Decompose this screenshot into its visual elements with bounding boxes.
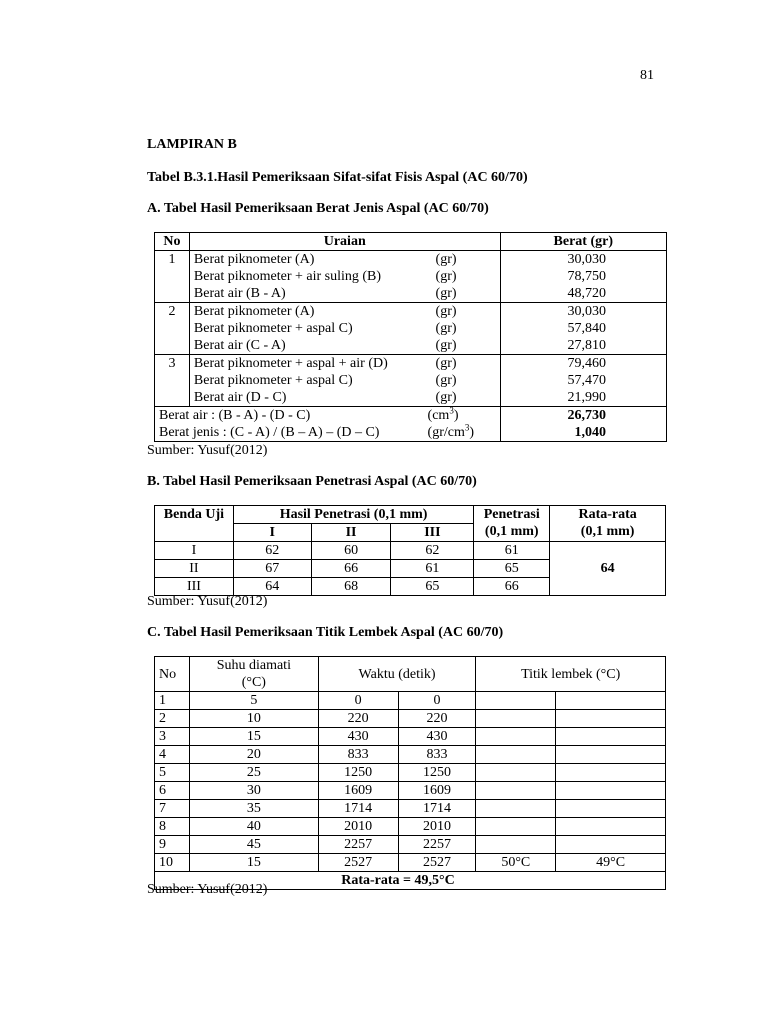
value-text: 57,840: [567, 321, 606, 336]
penetration-i-cell: 64: [233, 578, 311, 596]
table-row: [155, 836, 666, 854]
time-1-cell: 430: [318, 728, 398, 746]
softening-2-cell: [556, 800, 666, 818]
value-text: 78,750: [567, 269, 606, 284]
table-row: [155, 303, 667, 355]
description-text: Berat air (B - A): [193, 286, 286, 301]
time-2-cell: 1714: [398, 800, 476, 818]
summary-unit-close: ): [469, 425, 475, 440]
group-number: 2: [155, 303, 190, 355]
group-description: [189, 303, 500, 355]
header-rata-unit: (0,1 mm): [580, 524, 635, 539]
softening-1-cell: [476, 782, 556, 800]
time-1-cell: 1714: [318, 800, 398, 818]
appendix-heading: LAMPIRAN B: [147, 137, 237, 152]
softening-2-cell: 49°C: [556, 854, 666, 872]
penetration-cell: 65: [474, 560, 550, 578]
benda-uji-cell: II: [155, 560, 234, 578]
unit-text: (gr): [435, 286, 457, 301]
row-number-cell: 1: [155, 692, 190, 710]
summary-unit-exponent: 3: [464, 422, 470, 433]
row-number-cell: 6: [155, 782, 190, 800]
summary-unit-exponent: 3: [449, 405, 454, 416]
penetration-cell: 66: [474, 578, 550, 596]
summary-unit-close: ): [453, 408, 459, 423]
row-number-cell: 10: [155, 854, 190, 872]
table-title: Tabel B.3.1.Hasil Pemeriksaan Sifat-sifat Fisis Aspal (AC 60/70): [147, 170, 528, 185]
value-text: 27,810: [567, 338, 606, 353]
group-number: 1: [155, 251, 190, 303]
temperature-cell: 10: [189, 710, 318, 728]
temperature-cell: 15: [189, 854, 318, 872]
softening-1-cell: [476, 710, 556, 728]
header-rata-rata: [550, 506, 666, 542]
time-2-cell: 1250: [398, 764, 476, 782]
time-1-cell: 1250: [318, 764, 398, 782]
softening-2-cell: [556, 836, 666, 854]
penetration-iii-cell: 61: [391, 560, 474, 578]
header-penetrasi-label: Penetrasi: [483, 507, 540, 522]
temperature-cell: 5: [189, 692, 318, 710]
softening-2-cell: [556, 764, 666, 782]
time-2-cell: 1609: [398, 782, 476, 800]
description-line: [194, 285, 496, 302]
row-number-cell: 3: [155, 728, 190, 746]
header-waktu: Waktu (detik): [318, 657, 476, 692]
page-number: 81: [640, 68, 654, 83]
description-line: [194, 355, 496, 372]
softening-1-cell: 50°C: [476, 854, 556, 872]
average-cell: 64: [550, 542, 666, 596]
description-line: [194, 337, 496, 354]
section-a-title: A. Tabel Hasil Pemeriksaan Berat Jenis Aspal (AC 60/70): [147, 201, 489, 216]
table-row: [155, 251, 667, 303]
softening-2-cell: [556, 746, 666, 764]
summary-text: Berat air : (B - A) - (D - C): [159, 408, 311, 423]
header-benda-uji: Benda Uji: [155, 506, 234, 542]
specific-gravity-body: [155, 251, 667, 442]
table-row: [155, 728, 666, 746]
description-line: [194, 303, 496, 320]
time-1-cell: 220: [318, 710, 398, 728]
softening-average: Rata-rata = 49,5°C: [155, 872, 666, 890]
table-row: [155, 764, 666, 782]
unit-text: (gr): [435, 356, 457, 371]
specific-gravity-table: [154, 232, 667, 442]
time-2-cell: 833: [398, 746, 476, 764]
summary-line: [159, 407, 496, 424]
row-number-cell: 9: [155, 836, 190, 854]
time-2-cell: 2527: [398, 854, 476, 872]
header-hasil-penetrasi: Hasil Penetrasi (0,1 mm): [233, 506, 473, 524]
penetration-i-cell: 67: [233, 560, 311, 578]
time-2-cell: 0: [398, 692, 476, 710]
table-row: [155, 854, 666, 872]
temperature-cell: 30: [189, 782, 318, 800]
temperature-cell: 20: [189, 746, 318, 764]
header-sub-ii: II: [311, 524, 391, 542]
time-2-cell: 430: [398, 728, 476, 746]
group-values: [500, 355, 666, 407]
penetration-iii-cell: 62: [391, 542, 474, 560]
summary-value: 1,040: [574, 425, 606, 440]
summary-unit: [428, 407, 496, 424]
table-row: [155, 692, 666, 710]
description-line: [194, 268, 496, 285]
softening-1-cell: [476, 836, 556, 854]
unit-text: (gr): [435, 321, 457, 336]
softening-2-cell: [556, 782, 666, 800]
benda-uji-cell: III: [155, 578, 234, 596]
time-1-cell: 2010: [318, 818, 398, 836]
time-2-cell: 220: [398, 710, 476, 728]
softening-1-cell: [476, 818, 556, 836]
description-text: Berat air (C - A): [193, 338, 286, 353]
header-suhu-unit: (°C): [241, 675, 266, 690]
header-titik-lembek: Titik lembek (°C): [476, 657, 666, 692]
summary-unit-base: (gr/cm: [427, 425, 465, 440]
unit-text: (gr): [435, 304, 457, 319]
unit-text: (gr): [435, 269, 457, 284]
summary-text: Berat jenis : (C - A) / (B – A) – (D – C): [159, 425, 380, 440]
table-row: [155, 710, 666, 728]
group-description: [189, 355, 500, 407]
penetration-ii-cell: 68: [311, 578, 391, 596]
unit-text: (gr): [435, 252, 457, 267]
group-values: [500, 303, 666, 355]
header-sub-i: I: [233, 524, 311, 542]
value-text: 48,720: [567, 286, 606, 301]
row-number-cell: 4: [155, 746, 190, 764]
row-number-cell: 5: [155, 764, 190, 782]
value-text: 30,030: [567, 252, 606, 267]
description-line: [194, 320, 496, 337]
header-rata-label: Rata-rata: [578, 507, 637, 522]
unit-text: (gr): [435, 390, 457, 405]
softening-2-cell: [556, 710, 666, 728]
softening-1-cell: [476, 692, 556, 710]
penetration-body: [155, 542, 666, 596]
value-text: 57,470: [567, 373, 606, 388]
table-row: [155, 782, 666, 800]
temperature-cell: 45: [189, 836, 318, 854]
table-row: [155, 355, 667, 407]
summary-row: [155, 407, 667, 442]
summary-unit-base: (cm: [427, 408, 450, 423]
section-b-title: B. Tabel Hasil Pemeriksaan Penetrasi Aspal (AC 60/70): [147, 474, 477, 489]
row-number-cell: 7: [155, 800, 190, 818]
group-values: [500, 251, 666, 303]
summary-value: 26,730: [567, 408, 606, 423]
unit-text: (gr): [435, 338, 457, 353]
table-row: [155, 746, 666, 764]
penetration-table: [154, 505, 666, 596]
description-text: Berat air (D - C): [193, 390, 287, 405]
header-suhu: [189, 657, 318, 692]
source-b: Sumber: Yusuf(2012): [147, 594, 268, 609]
benda-uji-cell: I: [155, 542, 234, 560]
temperature-cell: 15: [189, 728, 318, 746]
row-number-cell: 2: [155, 710, 190, 728]
temperature-cell: 35: [189, 800, 318, 818]
description-text: Berat piknometer + aspal + air (D): [193, 356, 388, 371]
description-text: Berat piknometer (A): [193, 252, 315, 267]
softening-2-cell: [556, 818, 666, 836]
description-text: Berat piknometer (A): [193, 304, 315, 319]
table-row: [155, 818, 666, 836]
unit-text: (gr): [435, 373, 457, 388]
time-1-cell: 2527: [318, 854, 398, 872]
header-berat: Berat (gr): [500, 233, 666, 251]
penetration-i-cell: 62: [233, 542, 311, 560]
value-text: 79,460: [567, 356, 606, 371]
table-row: [155, 800, 666, 818]
softening-1-cell: [476, 728, 556, 746]
source-c: Sumber: Yusuf(2012): [147, 882, 268, 897]
softening-2-cell: [556, 728, 666, 746]
summary-description: [155, 407, 501, 442]
penetration-ii-cell: 60: [311, 542, 391, 560]
penetration-cell: 61: [474, 542, 550, 560]
description-line: [194, 389, 496, 406]
header-uraian: Uraian: [189, 233, 500, 251]
summary-line: [159, 424, 496, 441]
value-text: 30,030: [567, 304, 606, 319]
softening-1-cell: [476, 764, 556, 782]
source-a: Sumber: Yusuf(2012): [147, 443, 268, 458]
time-2-cell: 2010: [398, 818, 476, 836]
penetration-iii-cell: 65: [391, 578, 474, 596]
header-penetrasi-unit: (0,1 mm): [484, 524, 539, 539]
softening-2-cell: [556, 692, 666, 710]
description-line: [194, 372, 496, 389]
row-number-cell: 8: [155, 818, 190, 836]
time-1-cell: 2257: [318, 836, 398, 854]
softening-1-cell: [476, 746, 556, 764]
group-description: [189, 251, 500, 303]
time-1-cell: 833: [318, 746, 398, 764]
description-text: Berat piknometer + aspal C): [193, 321, 353, 336]
softening-point-body: [155, 692, 666, 872]
description-text: Berat piknometer + air suling (B): [193, 269, 382, 284]
header-c-no: No: [155, 657, 190, 692]
section-c-title: C. Tabel Hasil Pemeriksaan Titik Lembek Aspal (AC 60/70): [147, 625, 504, 640]
temperature-cell: 25: [189, 764, 318, 782]
header-suhu-label: Suhu diamati: [216, 658, 291, 673]
header-penetrasi: [474, 506, 550, 542]
temperature-cell: 40: [189, 818, 318, 836]
value-text: 21,990: [567, 390, 606, 405]
softening-point-table: [154, 656, 666, 890]
time-1-cell: 0: [318, 692, 398, 710]
summary-values: [500, 407, 666, 442]
time-2-cell: 2257: [398, 836, 476, 854]
penetration-ii-cell: 66: [311, 560, 391, 578]
summary-unit: [428, 424, 496, 441]
header-no: No: [155, 233, 190, 251]
description-text: Berat piknometer + aspal C): [193, 373, 353, 388]
description-line: [194, 251, 496, 268]
softening-1-cell: [476, 800, 556, 818]
header-sub-iii: III: [391, 524, 474, 542]
group-number: 3: [155, 355, 190, 407]
table-row: [155, 542, 666, 560]
time-1-cell: 1609: [318, 782, 398, 800]
